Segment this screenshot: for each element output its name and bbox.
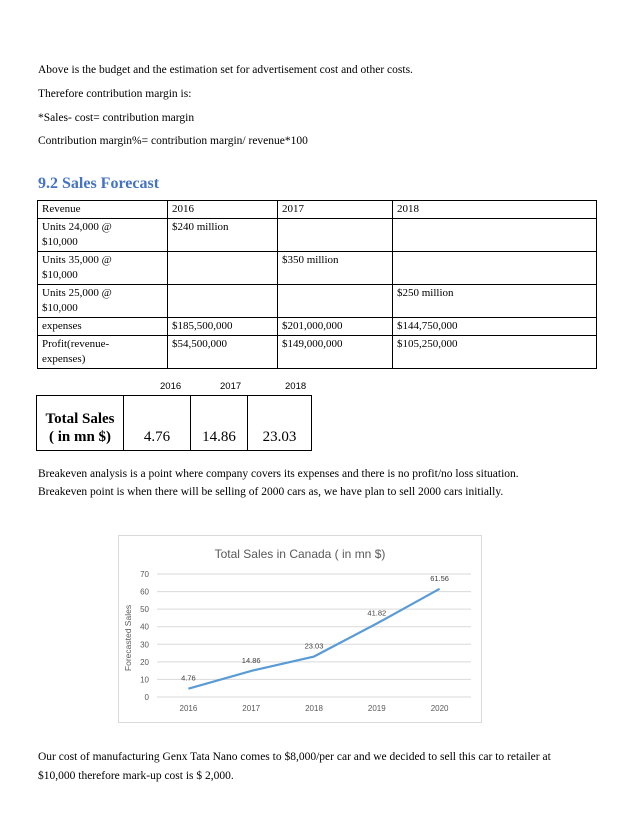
sales-chart <box>118 535 482 723</box>
table-cell: $350 million <box>278 252 393 285</box>
total-sales-label-line: Total Sales <box>45 411 115 427</box>
table-cell <box>393 252 597 285</box>
table-cell: $144,750,000 <box>393 318 597 336</box>
table-cell: $105,250,000 <box>393 336 597 369</box>
x-tick-label: 2020 <box>430 704 449 713</box>
total-sales-label <box>37 396 124 451</box>
sales-chart-svg <box>119 536 481 722</box>
data-label: 23.03 <box>304 641 324 651</box>
x-tick-label: 2017 <box>242 704 261 713</box>
contribution-margin-formula: *Sales- cost= contribution margin <box>38 112 195 124</box>
table-cell <box>278 285 393 318</box>
table-row <box>38 219 597 252</box>
closing-line-2: $10,000 therefore mark-up cost is $ 2,000. <box>38 770 234 782</box>
y-tick-label: 20 <box>140 657 149 667</box>
data-label: 61.56 <box>430 573 449 583</box>
y-tick-label: 50 <box>140 605 149 615</box>
x-tick-label: 2018 <box>305 704 323 713</box>
total-sales-unit: ( in mn $) <box>48 429 112 445</box>
contribution-margin-percent-formula: Contribution margin%= contribution margin/ revenue*100 <box>38 135 308 147</box>
contribution-margin-intro: Therefore contribution margin is: <box>38 88 192 100</box>
y-axis-label: Forecasted Sales <box>123 604 133 672</box>
total-sales-year: 2016 <box>160 381 182 392</box>
table-cell <box>168 285 278 318</box>
table-cell: $149,000,000 <box>278 336 393 369</box>
y-tick-label: 60 <box>140 587 149 597</box>
data-label: 41.82 <box>367 608 387 618</box>
intro-paragraph: Above is the budget and the estimation set for advertisement cost and other costs. <box>38 64 413 76</box>
table-row <box>38 252 597 285</box>
table-row <box>38 285 597 318</box>
table-row <box>37 396 312 451</box>
header-cell: 2017 <box>278 201 393 219</box>
table-header-row <box>38 201 597 219</box>
total-sales-value: 14.86 <box>191 396 248 451</box>
x-tick-label: 2016 <box>179 704 198 713</box>
header-cell: Revenue <box>38 201 168 219</box>
total-sales-value: 23.03 <box>248 396 312 451</box>
table-cell: Profit(revenue- expenses) <box>38 336 168 369</box>
table-cell: $185,500,000 <box>168 318 278 336</box>
table-cell: $250 million <box>393 285 597 318</box>
total-sales-year: 2017 <box>220 381 242 392</box>
table-cell <box>278 219 393 252</box>
x-tick-label: 2019 <box>367 704 386 713</box>
table-cell: $240 million <box>168 219 278 252</box>
total-sales-value: 4.76 <box>124 396 191 451</box>
header-cell: 2018 <box>393 201 597 219</box>
revenue-table <box>37 200 597 369</box>
table-row <box>38 336 597 369</box>
y-tick-label: 0 <box>144 693 149 702</box>
data-label: 4.76 <box>181 673 196 683</box>
table-cell: Units 35,000 @ $10,000 <box>38 252 168 285</box>
y-tick-label: 40 <box>140 622 149 632</box>
table-row <box>38 318 597 336</box>
table-cell <box>168 252 278 285</box>
breakeven-line-1: Breakeven analysis is a point where company covers its expenses and there is no profit/no loss situation. <box>38 468 519 480</box>
table-cell: Units 24,000 @ $10,000 <box>38 219 168 252</box>
total-sales-year: 2018 <box>285 381 307 392</box>
table-cell: $201,000,000 <box>278 318 393 336</box>
chart-title: Total Sales in Canada ( in mn $) <box>214 547 386 561</box>
breakeven-line-2: Breakeven point is when there will be selling of 2000 cars as, we have plan to sell 2000 cars initially. <box>38 486 504 498</box>
closing-line-1: Our cost of manufacturing Genx Tata Nano comes to $8,000/per car and we decided to sell this car to retailer at <box>38 751 551 763</box>
total-sales-table <box>36 395 312 451</box>
section-heading: 9.2 Sales Forecast <box>38 175 160 192</box>
table-cell <box>393 219 597 252</box>
y-tick-label: 10 <box>140 675 149 685</box>
y-tick-label: 30 <box>140 640 149 650</box>
data-label: 14.86 <box>241 655 261 665</box>
table-cell: expenses <box>38 318 168 336</box>
table-cell: $54,500,000 <box>168 336 278 369</box>
series-line <box>188 589 439 689</box>
table-cell: Units 25,000 @ $10,000 <box>38 285 168 318</box>
y-tick-label: 70 <box>140 570 149 579</box>
header-cell: 2016 <box>168 201 278 219</box>
